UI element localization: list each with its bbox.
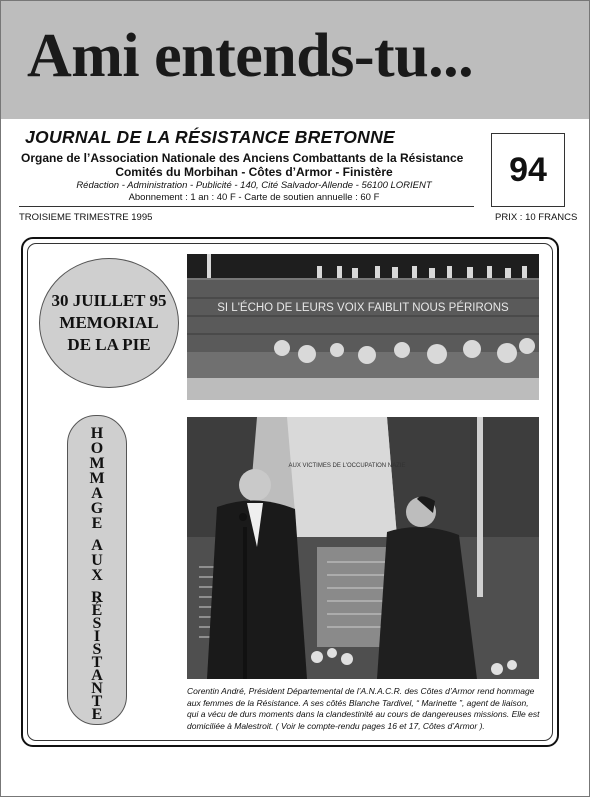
- header-divider: [19, 206, 474, 207]
- journal-subtitle: JOURNAL DE LA RÉSISTANCE BRETONNE: [25, 127, 395, 147]
- monument-inscription: AUX VICTIMES DE L'OCCUPATION NAZIE: [288, 463, 406, 469]
- banner-letter: A: [91, 667, 103, 684]
- organe-line: Organe de l’Association Nationale des Anciens Combattants de la Résistance: [21, 151, 464, 165]
- header-block: [19, 127, 489, 203]
- banner-letter: S: [92, 641, 102, 658]
- banner-letter: T: [91, 693, 103, 710]
- banner-letter: R: [91, 589, 103, 606]
- banner-letter: E: [91, 515, 103, 532]
- hommage-banner: [67, 415, 127, 725]
- event-circle: [39, 258, 179, 388]
- banner-letter: O: [90, 440, 104, 457]
- banner-letter: A: [91, 485, 103, 502]
- banner-letter: U: [91, 552, 103, 569]
- ceremony-photo: [187, 417, 539, 679]
- banner-letter: I: [93, 628, 101, 645]
- banner-letter: H: [90, 425, 104, 442]
- banner-letter: X: [91, 567, 103, 584]
- masthead-title: Ami entends-tu...: [27, 22, 474, 90]
- event-date: 30 JUILLET 95: [51, 291, 167, 310]
- comites-line: Comités du Morbihan - Côtes d’Armor - Finistère: [115, 165, 393, 179]
- event-place: DE LA PIE: [67, 335, 151, 354]
- event-memorial: MEMORIAL: [59, 313, 159, 332]
- issue-number: 94: [491, 133, 565, 207]
- banner-letter: A: [91, 537, 103, 554]
- banner-letter: E: [91, 706, 103, 723]
- masthead: [1, 1, 590, 119]
- memorial-wall-photo: [187, 254, 539, 400]
- abonnement-line: Abonnement : 1 an : 40 F - Carte de soutien annuelle : 60 F: [128, 192, 380, 203]
- trimestre-label: TROISIEME TRIMESTRE 1995: [19, 212, 153, 223]
- banner-letter: T: [91, 654, 103, 671]
- banner-letter: N: [91, 680, 103, 697]
- banner-letter: S: [92, 615, 102, 632]
- banner-letter: M: [89, 470, 105, 487]
- banner-letter: É: [91, 602, 103, 619]
- price-label: PRIX : 10 FRANCS: [495, 212, 578, 223]
- wall-inscription: SI L'ÉCHO DE LEURS VOIX FAIBLIT NOUS PÉRIRONS: [217, 302, 509, 314]
- photo-caption: Corentin André, Président Départemental de l’A.N.A.C.R. des Côtes d’Armor rend hommage aux femmes de la Résistance. A ses côtés Blanche Tardivel, “ Marinette ”, agent de liaison, qui a vécu de durs moments dans la clandestinité au cours de dangereuses missions. Elle est domiciliée à Malestroit. ( Voir le compte-rendu pages 16 et 17, Côtes d’Armor ).: [187, 686, 540, 731]
- banner-letter: M: [89, 455, 105, 472]
- banner-letter: G: [90, 500, 104, 517]
- redaction-address: Rédaction - Administration - Publicité - 140, Cité Salvador-Allende - 56100 LORIENT: [76, 180, 432, 191]
